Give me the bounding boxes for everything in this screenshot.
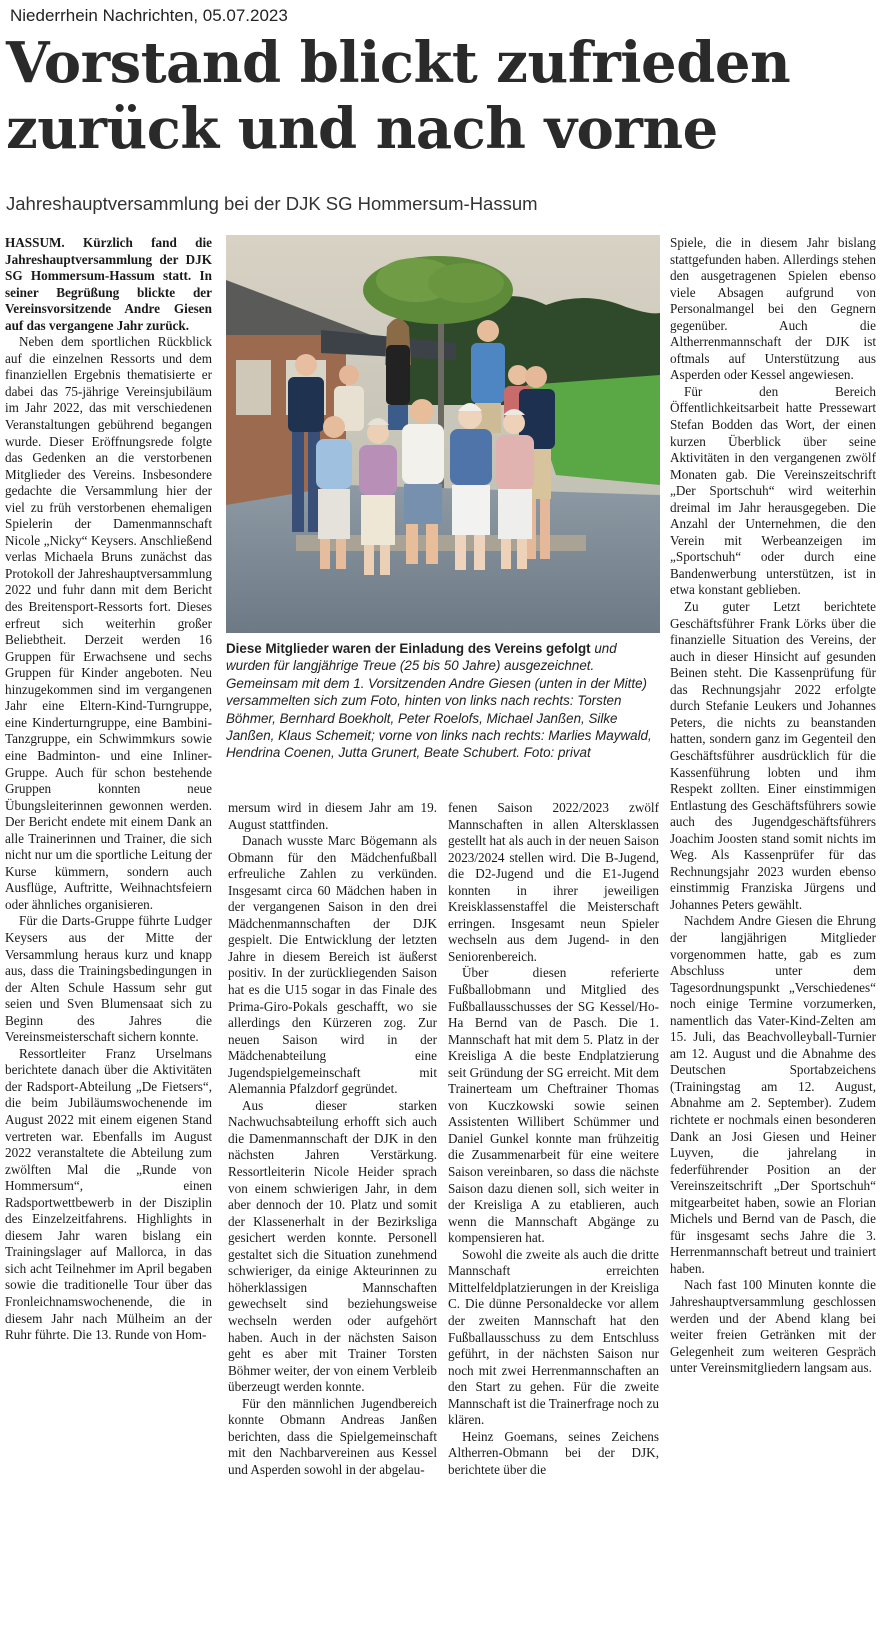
paragraph: Für den Bereich Öffentlichkeitsarbeit hatte Pressewart Stefan Bodden das Wort, der einen kurzen Überblick über seine Aktivitäten in den vergangenen zwölf Monaten gab. Die Vereinszeitschrift „Der Sportschuh“ wird weiterhin dreimal im Jahr herausgegeben. Die Anzahl der Unternehmen, die den Verein mit Werbeanzeigen im „Sportschuh“ oder durch eine Bandenwerbung unterstützen, ist in etwa konstant geblieben. [670,383,876,598]
paragraph: Für die Darts-Gruppe führte Ludger Keysers aus der Mitte der Versammlung heraus kurz und knapp aus, dass die Trainingsbedingungen in der Alten Schule Hassum sehr gut seien und Sven Blumensaat sich zu Beginn des Jahres die Vereinsmeisterschaft sichern konnte. [5,913,212,1045]
caption-lead: Diese Mitglieder waren der Einladung des Vereins gefolgt [226,641,591,656]
photo-caption [226,640,660,762]
paragraph: Nachdem Andre Giesen die Ehrung der langjährigen Mitglieder vorgenommen hatte, gab es zum Abschluss unter dem Tagesordnungspunkt „Verschiedenes“ noch einige Termine vorzumerken, namentlich das Vater-Kind-Zelten am 15. Juli, das Beachvolleyball-Turnier am 12. August und die Abnahme des Deutschen Sportabzeichens (Trainingstag am 12. August, Abnahme am 2. September). Zudem richtete er nochmals einen besonderen Dank an Josi Giesen und Heiner Luyven, die jahrelang in federführender Position an der Vereinszeitschrift „Der Sportschuh“ mitgearbeitet haben, sowie an Florian Michels und Bernd van de Pasch, die für insgesamt sechs Jahre die 3. Herrenmannschaft betreut und trainiert haben. [670,913,876,1276]
source-line: Niederrhein Nachrichten, 05.07.2023 [10,6,288,25]
paragraph: Nach fast 100 Minuten konnte die Jahreshauptversammlung geschlossen werden und der Abend klang bei weiter freien Getränken mit der Gelegenheit zum weiteren Gespräch unter Vereinsmitgliedern langsam aus. [670,1277,876,1376]
paragraph: Spiele, die in diesem Jahr bislang stattgefunden haben. Allerdings stehen den ausgetragenen Spielen ebenso viele Absagen aufgrund von Personalmangel bei den Gegnern gegenüber. Auch die Altherrenmannschaft der DJK ist oftmals auf Unterstützung aus Asperden oder Kessel angewiesen. [670,235,876,383]
article-column-3 [448,800,659,1640]
paragraph: fenen Saison 2022/2023 zwölf Mannschaften in allen Altersklassen gestellt hat als auch in der neuen Saison 2023/2024 stellen wird. Die B-Jugend, die D2-Jugend und die E1-Jugend konnten in ihrer jeweiligen Kreisklassenstaffel die Meisterschaft erringen. Insgesamt neun Spieler wechseln aus dem Jugend- in den Seniorenbereich. [448,800,659,964]
group-photo-illustration [226,235,660,633]
paragraph: Für den männlichen Jugendbereich konnte Obmann Andreas Janßen berichten, dass die Spielgemeinschaft mit den Nachbarvereinen aus Kessel und Asperden sowohl in der abgelau- [228,1395,437,1477]
lead-paragraph: HASSUM. Kürzlich fand die Jahreshauptversammlung der DJK SG Hommersum-Hassum statt. In seiner Begrüßung blickte der Vereinsvorsitzende Andre Giesen auf das vergangene Jahr zurück. [5,235,212,333]
paragraph: Aus dieser starken Nachwuchsabteilung erhofft sich auch die Damenmannschaft der DJK in den nächsten Jahren Verstärkung. Ressortleiterin Nicole Heider sprach von einem schwierigen Jahr, in dem aber dennoch der 10. Platz und somit der Klassenerhalt in der Bezirksliga gesichert werden konnte. Personell gestaltet sich die Situation zunehmend schwieriger, da einige Akteurinnen zu höherklassigen Mannschaften gewechselt sind beziehungsweise wechseln werden oder aufgehört haben. Auch in der nächsten Saison geht es aber mit Trainer Torsten Böhmer weiter, der von einem Verbleib überzeugt werden konnte. [228,1097,437,1395]
subheadline: Jahreshauptversammlung bei der DJK SG Hommersum-Hassum [6,193,538,214]
article-column-1 [5,235,212,1640]
caption-text: und wurden für langjährige Treue (25 bis 50 Jahre) ausgezeichnet. Gemeinsam mit dem 1. Vorsitzenden Andre Giesen (unten in der Mitte) versammelten sich zum Foto, hinten von links nach rechts: Torsten Böhmer, Bernhard Boekholt, Peter Roelofs, Michael Janßen, Silke Janßen, Klaus Schemeit; vorne von links nach rechts: Marlies Maywald, Hendrina Coenen, Jutta Grunert, Beate Schubert. Foto: privat [226,641,652,761]
paragraph: Zu guter Letzt berichtete Geschäftsführer Frank Lörks über die finanzielle Situation des Vereins, der auch in dieser Hinsicht auf gesunden Beinen steht. Die Kassenprüfung für das Rechnungsjahr 2022 erfolgte durch Stefanie Leukers und Johannes Peters, die nichts zu beanstanden hatten, sondern ganz im Gegenteil den Geschäftsführer ausdrücklich für die Kassenführung lobten und ihm Respekt zollten. Einer einstimmigen Entlastung des Geschäftsführers sowie auch des Jugendgeschäftsführers Joachim Joosten stand somit nichts im Weg. Als Kassenprüfer für das Rechnungsjahr 2023 wurden ebenso einstimmig Franziska Jürgens und Johannes Peters gewählt. [670,599,876,912]
paragraph: Sowohl die zweite als auch die dritte Mannschaft erreichten Mittelfeldplatzierungen in der Kreisliga C. Die dünne Personaldecke vor allem der zweiten Mannschaft hat den Fußballausschuss zu dem Entschluss geführt, in der nächsten Saison nur noch mit zwei Herrenmannschaften an den Start zu gehen. Für die zweite Mannschaft ist die Trainerfrage noch zu klären. [448,1246,659,1428]
headline: Vorstand blickt zufrieden zurück und nach vorne [6,30,791,162]
paragraph: mersum wird in diesem Jahr am 19. August stattfinden. [228,800,437,832]
article-column-4 [670,235,876,1640]
paragraph: Über diesen referierte Fußballobmann und Mitglied des Fußballausschusses der SG Kessel/Ho-Ha Bernd van de Pasch. Die 1. Mannschaft hat mit dem 5. Platz in der Kreisliga A die beste Endplatzierung seit Gründung der SG erreicht. Mit dem Trainerteam um Cheftrainer Thomas von Kuczkowski sowie seinen Assistenten Willibert Schümmer und Daniel Gunkel konnte man frühzeitig die Zusammenarbeit für eine weitere Saison vereinbaren, so dass die nächste Saison dazu dienen soll, sich weiter in der Kreisliga A zu etablieren, auch wenn die Mannschaft Abgänge zu kompensieren hat. [448,965,659,1246]
paragraph: Neben dem sportlichen Rückblick auf die einzelnen Ressorts und dem finanziellen Ergebnis thematisierte er dabei das 75-jährige Vereinsjubiläum im Jahr 2022, das mit verschiedenen Veranstaltungen gebührend begangen wurde. Dieser Eröffnungsrede folgte das Gedenken an die verstorbenen Mitglieder des Vereins. Insbesondere gedachte die Versammlung hier der viel zu früh verstorbenen ehemaligen Spielerin der Damenmannschaft Nicole „Nicky“ Keysers. Anschließend verlas Michaela Bruns zunächst das Protokoll der Jahreshauptversammlung 2022 und fuhr dann mit dem Bericht des Breitensport-Ressorts fort. Dieses erfreut sich weiterhin großer Beliebtheit. Derzeit werden 16 Gruppen für Erwachsene und sechs Gruppen für Kinder angeboten. Neu hinzugekommen sind im vergangenen Jahr eine Eltern-Kind-Turngruppe, eine Kinderturngruppe, eine Bambini-Tanzgruppe, ein Schwimmkurs sowie eine Badminton- und eine Inliner-Gruppe. Auch für schon bestehende Gruppen konnten neue Übungsleiterinnen gewonnen werden. Der Bericht endete mit einem Dank an alle Trainerinnen und Trainer, die sich nicht nur um die sportliche Leitung der Kurse kümmern, sondern auch Ausflüge, Auftritte, Weihnachtsfeiern oder ähnliches organisieren. [5,334,212,912]
group-photo [226,235,660,633]
article-column-2 [228,800,437,1640]
paragraph: Ressortleiter Franz Urselmans berichtete danach über die Aktivitäten der Radsport-Abteilung „De Fietsers“, die beim Jubiläumswochenende im August 2022 mit einem eigenen Stand vertreten war. Ebenfalls im August 2022 veranstaltete die Abteilung zum zwölften Mal die „Runde von Hommersum“, einen Radsportwettbewerb in der Disziplin des Einzelzeitfahrens. Highlights in diesem Jahr waren bislang ein Trainingslager auf Mallorca, in das sich acht Teilnehmer im April begaben sowie die traditionelle Tour über das Fronleichnamswochenende, die in diesem Jahr nach Mülheim an der Ruhr führte. Die 13. Runde von Hom- [5,1045,212,1343]
paragraph: Danach wusste Marc Bögemann als Obmann für den Mädchenfußball erfreuliche Zahlen zu verkünden. Insgesamt circa 60 Mädchen haben in der vergangenen Saison in den drei Mädchenmannschaften der DJK gespielt. Die Entwicklung der letzten Jahre in diesem Bereich ist äußerst positiv. In der zurückliegenden Saison hat es die U15 sogar in das Finale des Prima-Giro-Pokals geschafft, wo sie allerdings den Kürzeren zog. Zur neuen Saison wird in der Mädchenabteilung eine Jugendspielgemeinschaft mit Alemannia Pfalzdorf gegründet. [228,833,437,1097]
paragraph: Heinz Goemans, seines Zeichens Altherren-Obmann bei der DJK, berichtete über die [448,1428,659,1477]
